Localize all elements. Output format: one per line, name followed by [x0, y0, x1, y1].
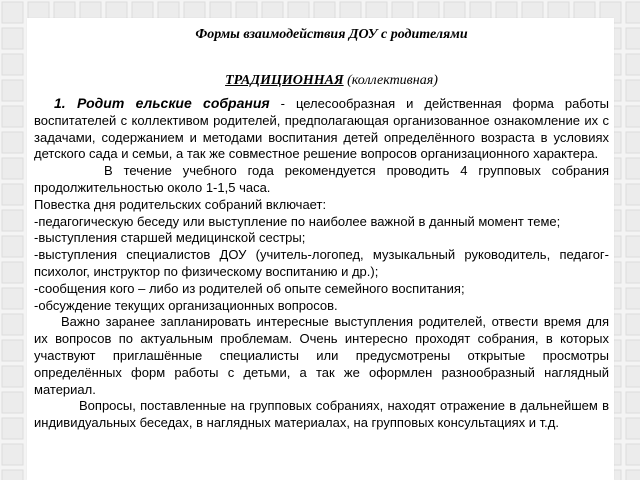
- agenda-item: -выступления специалистов ДОУ (учитель-логопед, музыкальный руководитель, педагог-психолог, инструктор по физическому воспитанию и др.);: [34, 247, 609, 279]
- section-heading: [34, 72, 609, 90]
- document-content: [34, 26, 609, 432]
- agenda-item: -сообщения кого – либо из родителей об опыте семейного воспитания;: [34, 280, 465, 296]
- agenda-item: -обсуждение текущих организационных вопросов.: [34, 297, 338, 313]
- paragraph-followup: Вопросы, поставленные на групповых собраниях, находят отражение в дальнейшем в индивидуальных беседах, в наглядных материалах, на групповых консультациях и т.д.: [34, 398, 609, 431]
- page-title: Формы взаимодействия ДОУ с родителями: [195, 27, 468, 42]
- paragraph-planning: Важно заранее запланировать интересные выступления родителей, отвести время для их вопросов по актуальным проблемам. Очень интересно проходят собрания, в которых участвуют приглашённые специалисты или предусмотрены открытые просмотры определённых форм работы с детьми, а так же оформлен разнообразный наглядный материал.: [34, 314, 609, 397]
- section-heading-note: (коллективная): [343, 73, 438, 88]
- paragraph-schedule: В течение учебного года рекомендуется проводить 4 групповых собрания продолжительностью около 1-1,5 часа.: [34, 163, 609, 195]
- agenda-item: -педагогическую беседу или выступление по наиболее важной в данный момент теме;: [34, 213, 561, 229]
- paragraph-meetings: [34, 95, 609, 163]
- agenda-item: -выступления старшей медицинской сестры;: [34, 230, 306, 246]
- agenda-intro: Повестка дня родительских собраний включает:: [34, 196, 327, 212]
- section-heading-main: ТРАДИЦИОННАЯ: [225, 73, 344, 88]
- paragraph-lead: 1. Родит ельские собрания: [54, 95, 270, 111]
- paragraph-body: - целесообразная и действенная форма работы воспитателей с коллективом родителей, предполагающая организованное ознакомление их с задачами, содержанием и методами воспитания детей определённого возраста в условиях детского сада и семьи, а так же совместное решение вопросов организационного характера.: [34, 96, 609, 162]
